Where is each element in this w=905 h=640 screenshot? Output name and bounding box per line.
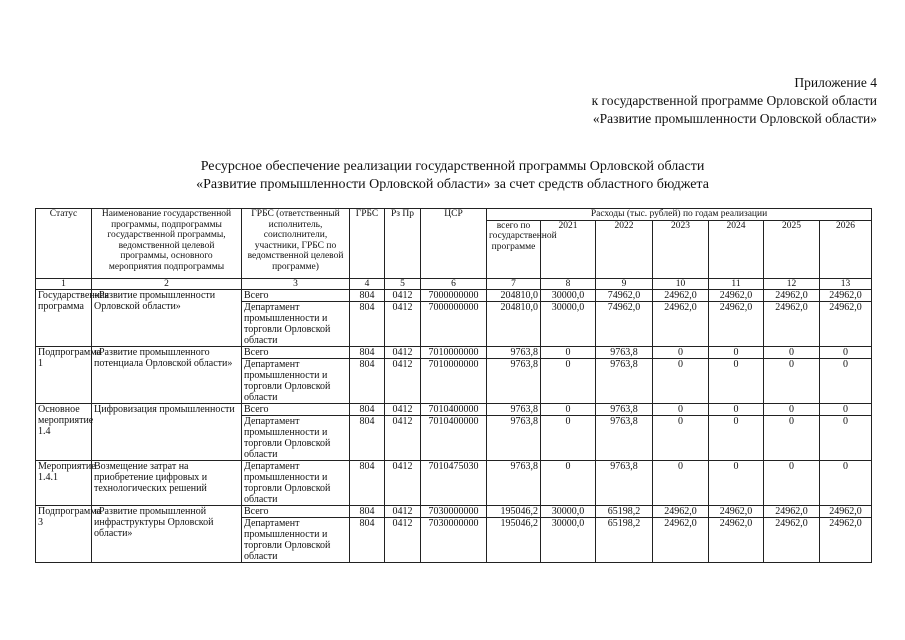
year-value-cell: 9763,8 bbox=[596, 460, 653, 505]
table-row bbox=[36, 505, 872, 517]
executor-cell: Департамент промышленности и торговли Орловской области bbox=[242, 517, 350, 562]
appendix-header bbox=[592, 74, 877, 128]
year-value-cell: 0 bbox=[764, 403, 820, 415]
year-value-cell: 24962,0 bbox=[709, 517, 764, 562]
rzpr-cell: 0412 bbox=[385, 346, 421, 358]
executor-cell: Департамент промышленности и торговли Орловской области bbox=[242, 358, 350, 403]
executor-cell: Департамент промышленности и торговли Орловской области bbox=[242, 460, 350, 505]
header-expenses: Расходы (тыс. рублей) по годам реализации bbox=[487, 209, 872, 221]
csr-cell: 7010400000 bbox=[421, 403, 487, 415]
column-number: 13 bbox=[820, 278, 872, 289]
year-value-cell: 30000,0 bbox=[541, 517, 596, 562]
year-value-cell: 0 bbox=[541, 346, 596, 358]
grbs-cell: 804 bbox=[350, 517, 385, 562]
column-number: 2 bbox=[92, 278, 242, 289]
total-cell: 9763,8 bbox=[487, 358, 541, 403]
rzpr-cell: 0412 bbox=[385, 358, 421, 403]
appendix-line-2: к государственной программе Орловской области bbox=[591, 93, 877, 108]
grbs-cell: 804 bbox=[350, 403, 385, 415]
column-number: 9 bbox=[596, 278, 653, 289]
column-number: 4 bbox=[350, 278, 385, 289]
year-value-cell: 0 bbox=[709, 460, 764, 505]
title-line-2: «Развитие промышленности Орловской области» за счет средств областного бюджета bbox=[196, 177, 709, 192]
year-value-cell: 9763,8 bbox=[596, 415, 653, 460]
year-value-cell: 0 bbox=[820, 346, 872, 358]
grbs-cell: 804 bbox=[350, 415, 385, 460]
csr-cell: 7010400000 bbox=[421, 415, 487, 460]
table-row bbox=[36, 460, 872, 505]
column-number: 12 bbox=[764, 278, 820, 289]
year-value-cell: 0 bbox=[820, 415, 872, 460]
csr-cell: 7010000000 bbox=[421, 346, 487, 358]
total-cell: 204810,0 bbox=[487, 289, 541, 301]
year-value-cell: 9763,8 bbox=[596, 358, 653, 403]
title-line-1: Ресурсное обеспечение реализации государственной программы Орловской области bbox=[200, 159, 705, 174]
appendix-line-3: «Развитие промышленности Орловской области» bbox=[592, 111, 877, 126]
total-cell: 195046,2 bbox=[487, 505, 541, 517]
column-number: 10 bbox=[653, 278, 709, 289]
total-cell: 9763,8 bbox=[487, 460, 541, 505]
grbs-cell: 804 bbox=[350, 301, 385, 346]
total-cell: 9763,8 bbox=[487, 415, 541, 460]
status-cell: Подпрограмма 1 bbox=[36, 346, 92, 403]
csr-cell: 7010000000 bbox=[421, 358, 487, 403]
year-value-cell: 24962,0 bbox=[709, 289, 764, 301]
column-number: 8 bbox=[541, 278, 596, 289]
year-value-cell: 9763,8 bbox=[596, 403, 653, 415]
grbs-cell: 804 bbox=[350, 289, 385, 301]
executor-cell: Всего bbox=[242, 289, 350, 301]
year-value-cell: 9763,8 bbox=[596, 346, 653, 358]
year-value-cell: 0 bbox=[653, 403, 709, 415]
header-year: 2021 bbox=[541, 220, 596, 278]
column-number: 3 bbox=[242, 278, 350, 289]
total-cell: 9763,8 bbox=[487, 403, 541, 415]
year-value-cell: 0 bbox=[764, 460, 820, 505]
year-value-cell: 24962,0 bbox=[653, 301, 709, 346]
year-value-cell: 24962,0 bbox=[764, 289, 820, 301]
year-value-cell: 0 bbox=[653, 346, 709, 358]
year-value-cell: 74962,0 bbox=[596, 289, 653, 301]
year-value-cell: 0 bbox=[709, 415, 764, 460]
year-value-cell: 0 bbox=[541, 415, 596, 460]
program-name-cell: «Развитие промышленного потенциала Орловской области» bbox=[92, 346, 242, 403]
header-total: всего по государственной программе bbox=[487, 220, 541, 278]
column-number: 11 bbox=[709, 278, 764, 289]
document-title bbox=[0, 158, 905, 194]
year-value-cell: 24962,0 bbox=[653, 505, 709, 517]
table-body bbox=[36, 289, 872, 562]
executor-cell: Всего bbox=[242, 346, 350, 358]
header-status: Статус bbox=[36, 209, 92, 279]
table-row bbox=[36, 346, 872, 358]
executor-cell: Всего bbox=[242, 505, 350, 517]
year-value-cell: 24962,0 bbox=[820, 301, 872, 346]
year-value-cell: 0 bbox=[653, 358, 709, 403]
year-value-cell: 30000,0 bbox=[541, 301, 596, 346]
column-number: 5 bbox=[385, 278, 421, 289]
year-value-cell: 30000,0 bbox=[541, 505, 596, 517]
rzpr-cell: 0412 bbox=[385, 415, 421, 460]
rzpr-cell: 0412 bbox=[385, 505, 421, 517]
status-cell: Основное мероприятие 1.4 bbox=[36, 403, 92, 460]
year-value-cell: 24962,0 bbox=[764, 301, 820, 346]
year-value-cell: 0 bbox=[764, 346, 820, 358]
header-year: 2022 bbox=[596, 220, 653, 278]
year-value-cell: 0 bbox=[709, 403, 764, 415]
grbs-cell: 804 bbox=[350, 346, 385, 358]
header-grbs-full: ГРБС (ответственный исполнитель, соисполнители, участники, ГРБС по ведомственной целевой программе) bbox=[242, 209, 350, 279]
status-cell: Мероприятие 1.4.1 bbox=[36, 460, 92, 505]
executor-cell: Департамент промышленности и торговли Орловской области bbox=[242, 415, 350, 460]
year-value-cell: 24962,0 bbox=[653, 517, 709, 562]
column-number: 6 bbox=[421, 278, 487, 289]
header-year: 2025 bbox=[764, 220, 820, 278]
year-value-cell: 0 bbox=[541, 460, 596, 505]
csr-cell: 7000000000 bbox=[421, 289, 487, 301]
csr-cell: 7010475030 bbox=[421, 460, 487, 505]
year-value-cell: 0 bbox=[764, 415, 820, 460]
year-value-cell: 30000,0 bbox=[541, 289, 596, 301]
column-number: 1 bbox=[36, 278, 92, 289]
table-row bbox=[36, 289, 872, 301]
status-cell: Подпрограмма 3 bbox=[36, 505, 92, 562]
csr-cell: 7000000000 bbox=[421, 301, 487, 346]
year-value-cell: 0 bbox=[709, 358, 764, 403]
year-value-cell: 24962,0 bbox=[764, 505, 820, 517]
column-number: 7 bbox=[487, 278, 541, 289]
year-value-cell: 0 bbox=[541, 403, 596, 415]
year-value-cell: 65198,2 bbox=[596, 517, 653, 562]
executor-cell: Всего bbox=[242, 403, 350, 415]
program-name-cell: Цифровизация промышленности bbox=[92, 403, 242, 460]
header-name: Наименование государственной программы, подпрограммы государственной программы, ведомственной целевой программы, основного мероприятия подпрограммы bbox=[92, 209, 242, 279]
year-value-cell: 0 bbox=[653, 415, 709, 460]
header-year: 2023 bbox=[653, 220, 709, 278]
table-row bbox=[36, 403, 872, 415]
executor-cell: Департамент промышленности и торговли Орловской области bbox=[242, 301, 350, 346]
year-value-cell: 24962,0 bbox=[653, 289, 709, 301]
year-value-cell: 0 bbox=[541, 358, 596, 403]
grbs-cell: 804 bbox=[350, 460, 385, 505]
total-cell: 9763,8 bbox=[487, 346, 541, 358]
total-cell: 195046,2 bbox=[487, 517, 541, 562]
grbs-cell: 804 bbox=[350, 505, 385, 517]
header-rzpr: Рз Пр bbox=[385, 209, 421, 279]
year-value-cell: 0 bbox=[820, 403, 872, 415]
rzpr-cell: 0412 bbox=[385, 460, 421, 505]
header-csr: ЦСР bbox=[421, 209, 487, 279]
header-year: 2026 bbox=[820, 220, 872, 278]
csr-cell: 7030000000 bbox=[421, 505, 487, 517]
program-name-cell: «Развитие промышленной инфраструктуры Орловской области» bbox=[92, 505, 242, 562]
year-value-cell: 24962,0 bbox=[820, 289, 872, 301]
year-value-cell: 65198,2 bbox=[596, 505, 653, 517]
program-name-cell: Возмещение затрат на приобретение цифровых и технологических решений bbox=[92, 460, 242, 505]
year-value-cell: 24962,0 bbox=[764, 517, 820, 562]
year-value-cell: 0 bbox=[709, 346, 764, 358]
year-value-cell: 24962,0 bbox=[709, 505, 764, 517]
year-value-cell: 0 bbox=[653, 460, 709, 505]
csr-cell: 7030000000 bbox=[421, 517, 487, 562]
rzpr-cell: 0412 bbox=[385, 301, 421, 346]
rzpr-cell: 0412 bbox=[385, 517, 421, 562]
total-cell: 204810,0 bbox=[487, 301, 541, 346]
header-grbs: ГРБС bbox=[350, 209, 385, 279]
rzpr-cell: 0412 bbox=[385, 403, 421, 415]
status-cell: Государственная программа bbox=[36, 289, 92, 346]
year-value-cell: 0 bbox=[820, 358, 872, 403]
year-value-cell: 24962,0 bbox=[820, 505, 872, 517]
year-value-cell: 0 bbox=[764, 358, 820, 403]
program-name-cell: «Развитие промышленности Орловской области» bbox=[92, 289, 242, 346]
year-value-cell: 24962,0 bbox=[820, 517, 872, 562]
year-value-cell: 24962,0 bbox=[709, 301, 764, 346]
header-year: 2024 bbox=[709, 220, 764, 278]
year-value-cell: 0 bbox=[820, 460, 872, 505]
appendix-line-1: Приложение 4 bbox=[794, 75, 877, 90]
year-value-cell: 74962,0 bbox=[596, 301, 653, 346]
grbs-cell: 804 bbox=[350, 358, 385, 403]
resource-table bbox=[35, 208, 872, 563]
rzpr-cell: 0412 bbox=[385, 289, 421, 301]
